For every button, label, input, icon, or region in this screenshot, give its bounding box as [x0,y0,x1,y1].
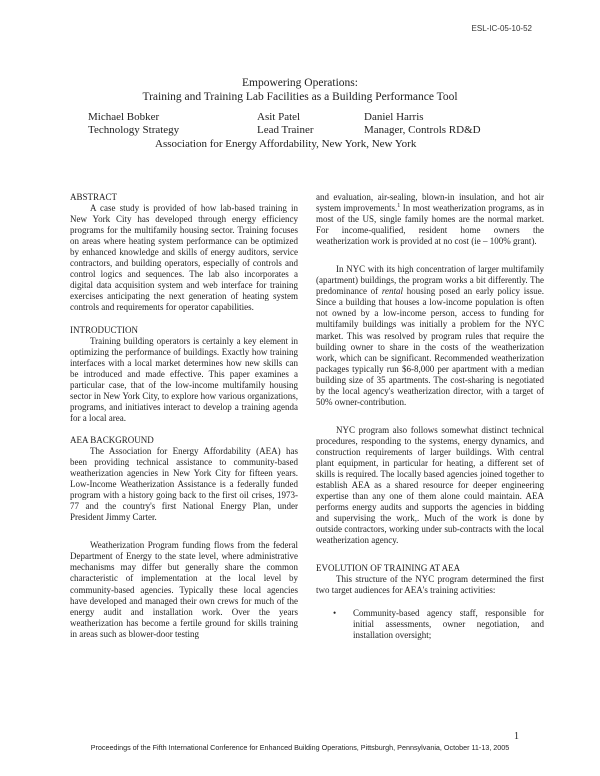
footnote-marker[interactable]: 1 [397,203,401,210]
left-column [70,192,298,640]
author-role: Manager, Controls RD&D [364,124,481,136]
page-number: 1 [514,731,519,742]
bullet-item [316,608,544,641]
author-name: Daniel Harris [364,111,424,123]
author-name: Michael Bobker [88,111,160,123]
author-role: Technology Strategy [88,124,180,136]
right-paragraph-2-text-cont: housing posed an early policy issue. Since a building that houses a low-income population is often not owned by a low-income person, access to funding for multifamily buildings was initially a problem for the NYC market. This was resolved by program rules that require the building owner to share in the costs of the weatherization work, which can be significant. Recommended weatherization packages typically run $6-8,000 per apartment with a median building size of 35 apartments. The cost-sharing is negotiated by the local agency's weatherization director, with a target of 50% owner-contribution. [316,286,544,407]
emphasis-rental: rental [381,286,404,297]
title-line-2: Training and Training Lab Facilities as a Building Performance Tool [142,91,458,103]
section-heading-aea-background: AEA BACKGROUND [70,434,154,445]
right-paragraph-3: NYC program also follows somewhat distinct technical procedures, responding to the systems, energy dynamics, and construction requirements of larger buildings. With central plant equipment, in particular for heating, a different set of skills is required. The locally based agencies joined together to establish AEA as a shared resource for deeper engineering expertise than any one of them alone could maintain. AEA performs energy audits and supports the agencies in bidding and supervising the work,. Much of the work is done by outside contractors, working under sub-contracts with the local weatherization agency. [316,424,544,546]
right-paragraph-2 [316,264,544,408]
bullet-dot-icon: • [333,607,337,618]
section-heading-abstract: ABSTRACT [70,192,118,202]
section-heading-introduction: INTRODUCTION [70,324,138,335]
aea-paragraph-1: The Association for Energy Affordability (AEA) has been providing technical assistance to community-based weatherization agencies in New York City for fifteen years. Low-Income Weatherization Assistance is a federally funded program with a history going back to the first oil crises, 1973-77 and the country's first National Energy Plan, under President Jimmy Carter. [70,445,298,523]
right-paragraph-2-text: In NYC with its high concentration of larger multifamily (apartment) buildings, the program works a bit differently. The predominance of [316,264,544,297]
author-roles-row [88,124,528,137]
section-heading-evolution: EVOLUTION OF TRAINING AT AEA [316,563,461,574]
evolution-paragraph: This structure of the NYC program determined the first two target audiences for AEA's training activities: [316,574,544,596]
author-role: Lead Trainer [257,124,314,136]
right-paragraph-1-text: and evaluation, air-sealing, blown-in insulation, and hot air system improvements. [316,192,544,214]
right-column [316,192,544,641]
proceedings-footer: Proceedings of the Fifth International Conference for Enhanced Building Operations, Pittsburgh, Pennsylvania, October 11-13, 2005 [90,743,510,752]
abstract-paragraph: A case study is provided of how lab-based training in New York City has developed through energy efficiency programs for the multifamily housing sector. Training focuses on areas where heating system performance can be optimized by enhanced knowledge and skills of energy auditors, service contractors, and building operators, especially of controls and control logics and sequences. The lab also incorporates a digital data acquisition system and web interface for training exercises anticipating the next generation of heating system controls and requirements for operator capabilities. [70,203,298,313]
paper-title [0,76,600,104]
author-names-row [88,111,528,124]
affiliation: Association for Energy Affordability, New York, New York [155,138,417,150]
author-name: Asit Patel [257,111,301,123]
introduction-paragraph: Training building operators is certainly a key element in optimizing the performance of buildings. Exactly how training interfaces with a local market determines how new skills can be introduced and made effective. This paper examines a particular case, that of the low-income multifamily housing sector in New York City, to explore how various organizations, programs, and initiatives interact to develop a training agenda for a local area. [70,335,298,423]
right-paragraph-1-text-cont: In most weatherization programs, as in most of the US, single family homes are the normal market. For income-qualified, resident home owners the weatherization work is provided at no cost (ie – 100% grant). [316,203,544,247]
title-line-1: Empowering Operations: [242,77,358,89]
aea-paragraph-2: Weatherization Program funding flows from the federal Department of Energy to the state level, where administrative mechanisms may differ but generally share the common characteristic of implementation at the local level by community-based agencies. Typically these local agencies have developed and managed their own crews for much of the energy audit and installation work. Over the years weatherization has become a fertile ground for skills training in areas such as blower-door testing [70,540,298,639]
bullet-item-text: Community-based agency staff, responsible for initial assessments, owner negotiation, and installation oversight; [353,607,544,640]
right-paragraph-1 [316,192,544,247]
document-code: ESL-IC-05-10-52 [471,24,532,33]
author-block [88,111,528,137]
